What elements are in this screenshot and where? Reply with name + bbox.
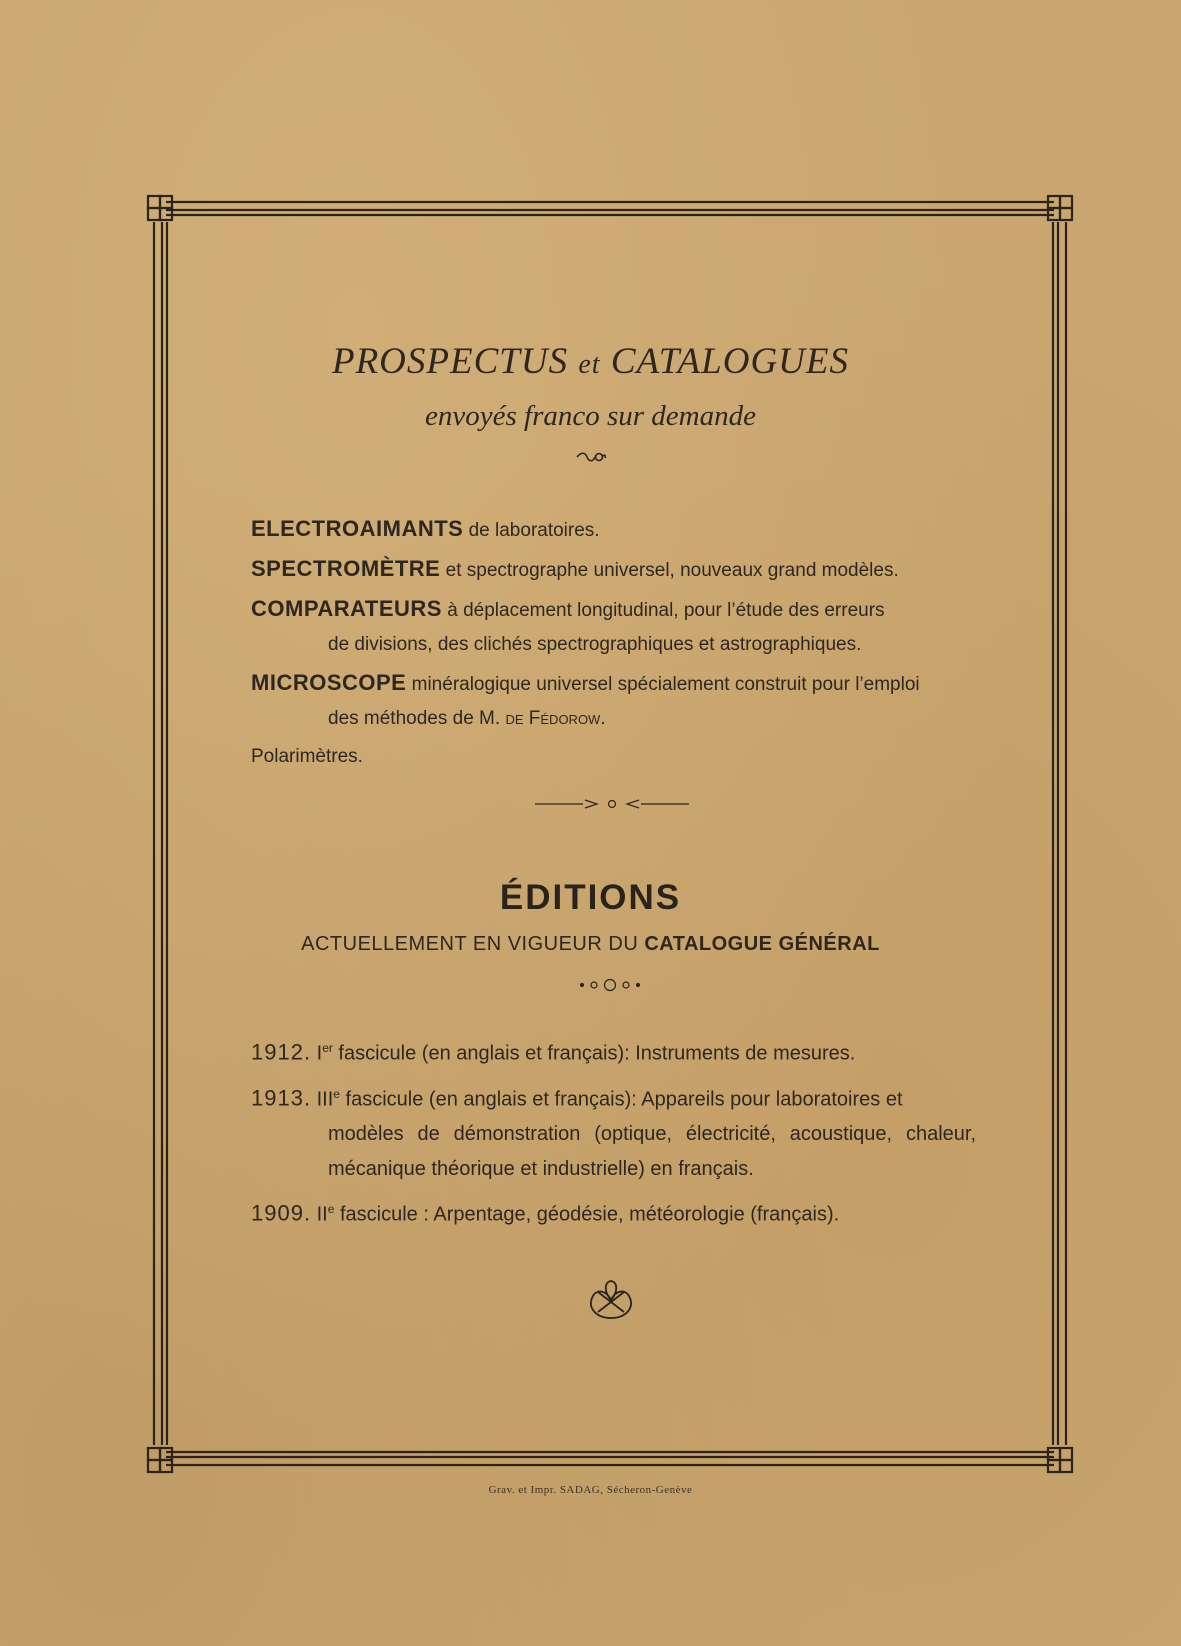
editions-subtitle xyxy=(0,933,1181,956)
continuation-end: . xyxy=(600,708,606,729)
edition-text: fascicule : Arpentage, géodésie, météorologie (français). xyxy=(334,1203,840,1226)
edition-ordinal: I xyxy=(316,1042,323,1065)
product-text: et spectrographe universel, nouveaux grand modèles. xyxy=(440,560,899,581)
knot-ornament xyxy=(586,1278,636,1322)
divider-ornament xyxy=(535,797,689,811)
product-comparateurs xyxy=(251,592,976,662)
product-electroaimants xyxy=(251,512,976,548)
product-keyword: MICROSCOPE xyxy=(251,670,407,695)
author-name: de Fédorow xyxy=(505,708,601,729)
edition-ordinal: II xyxy=(316,1203,328,1226)
edition-1913 xyxy=(251,1077,976,1188)
edition-year: 1912. xyxy=(251,1039,312,1065)
product-keyword: ELECTROAIMANTS xyxy=(251,516,464,541)
product-spectrometre xyxy=(251,552,976,588)
edition-year: 1909. xyxy=(251,1200,312,1226)
product-text: minéralogique universel spécialement construit pour l’emploi xyxy=(406,674,920,695)
product-list xyxy=(251,512,976,774)
title-part-2: CATALOGUES xyxy=(610,341,849,382)
editions-title: ÉDITIONS xyxy=(499,878,682,917)
product-continuation: de divisions, des clichés spectrographiques et astrographiques. xyxy=(328,634,862,655)
imprint-footer: Grav. et Impr. SADAG, Sécheron-Genève xyxy=(488,1484,693,1496)
page-title xyxy=(0,340,1181,383)
edition-ordinal-sup: e xyxy=(333,1086,340,1101)
page-subtitle: envoyés franco sur demande xyxy=(425,400,756,432)
edition-text: fascicule (en anglais et français): Appareils pour laboratoires et xyxy=(339,1088,903,1111)
editions-subtitle-bold: CATALOGUE GÉNÉRAL xyxy=(644,933,880,955)
edition-1912 xyxy=(251,1031,976,1072)
product-polarimetres xyxy=(251,740,976,774)
title-part-1: PROSPECTUS xyxy=(331,341,569,382)
editions-list xyxy=(251,1031,976,1233)
edition-year: 1913. xyxy=(251,1085,312,1111)
product-text: Polarimètres. xyxy=(251,746,363,767)
edition-continuation: modèles de démonstration (optique, électricité, acoustique, chaleur, mécanique théorique et industrielle) en français. xyxy=(328,1123,976,1181)
circles-ornament xyxy=(578,978,642,992)
product-keyword: SPECTROMÈTRE xyxy=(251,556,441,581)
fleuron-ornament xyxy=(575,450,607,464)
editions-subtitle-plain: ACTUELLEMENT EN VIGUEUR DU xyxy=(301,933,639,955)
edition-1909 xyxy=(251,1192,976,1233)
title-connector: et xyxy=(578,349,601,380)
product-continuation xyxy=(251,702,976,736)
edition-text: fascicule (en anglais et français): Instruments de mesures. xyxy=(332,1042,856,1065)
edition-ordinal-sup: e xyxy=(327,1202,335,1217)
product-microscope xyxy=(251,666,976,736)
product-text: à déplacement longitudinal, pour l’étude des erreurs xyxy=(441,600,885,621)
edition-ordinal-sup: er xyxy=(322,1041,333,1055)
product-keyword: COMPARATEURS xyxy=(251,596,442,621)
continuation-text: des méthodes de M. xyxy=(328,708,506,729)
product-text: de laboratoires. xyxy=(463,520,600,541)
edition-ordinal: III xyxy=(316,1088,334,1111)
